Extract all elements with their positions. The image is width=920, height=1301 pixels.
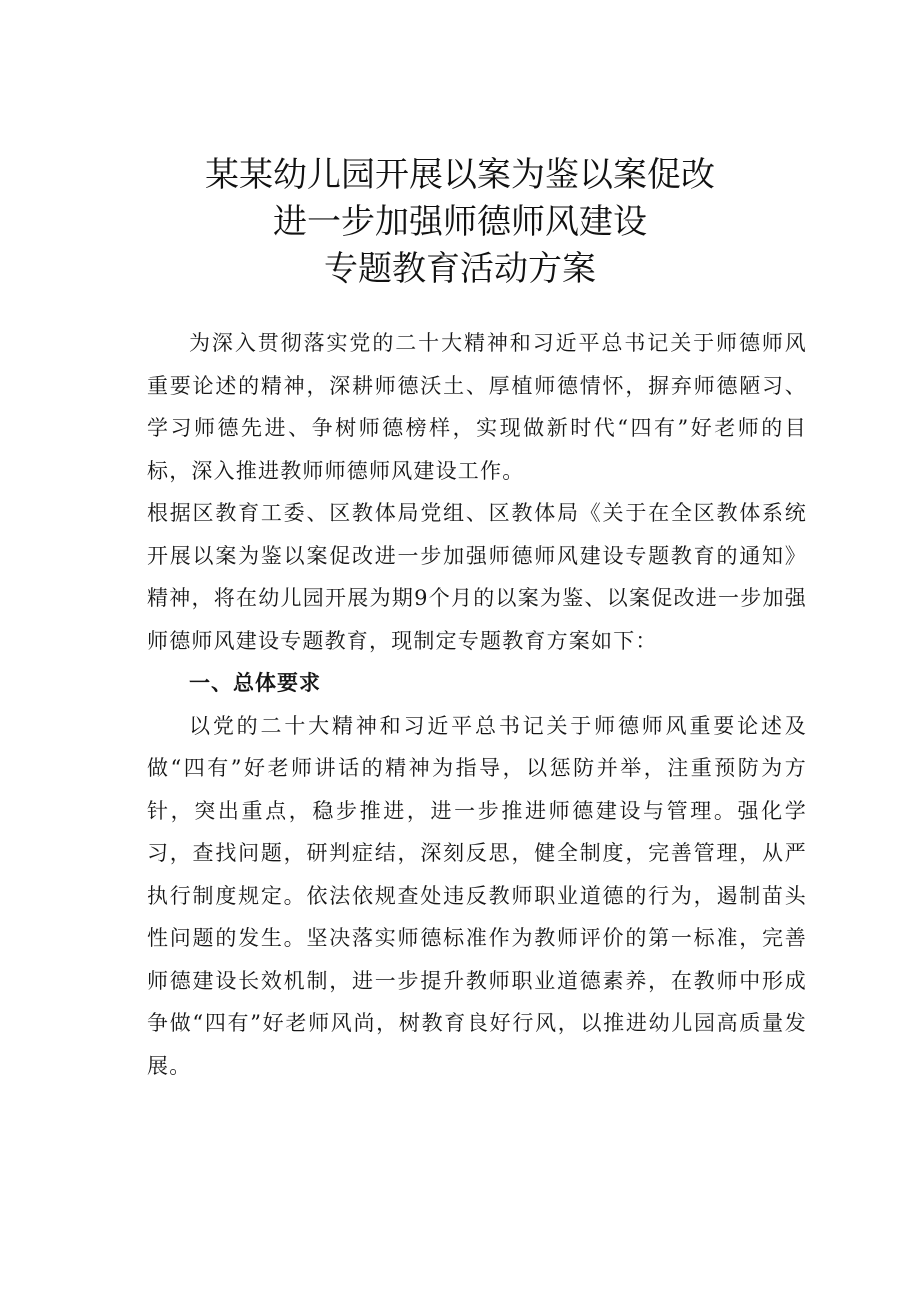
title-line-1: 某某幼儿园开展以案为鉴以案促改 bbox=[205, 155, 715, 195]
document-body bbox=[147, 322, 807, 1087]
basis-paragraph: 根据区教育工委、区教体局党组、区教体局《关于在全区教体系统开展以案为鉴以案促改进一步加强师德师风建设专题教育的通知》精神，将在幼儿园开展为期9个月的以案为鉴、以案促改进一步加强师德师风建设专题教育，现制定专题教育方案如下： bbox=[147, 501, 807, 653]
document-title bbox=[0, 152, 920, 293]
title-line-2: 进一步加强师德师风建设 bbox=[273, 202, 647, 242]
intro-paragraph: 为深入贯彻落实党的二十大精神和习近平总书记关于师德师风重要论述的精神，深耕师德沃土、厚植师德情怀，摒弃师德陋习、学习师德先进、争树师德榜样，实现做新时代“四有”好老师的目标，深入推进教师师德师风建设工作。 bbox=[147, 331, 807, 483]
section-1-paragraph: 以党的二十大精神和习近平总书记关于师德师风重要论述及做“四有”好老师讲话的精神为指导，以惩防并举，注重预防为方针，突出重点，稳步推进，进一步推进师德建设与管理。强化学习，查找问题，研判症结，深刻反思，健全制度，完善管理，从严执行制度规定。依法依规查处违反教师职业道德的行为，遏制苗头性问题的发生。坚决落实师德标准作为教师评价的第一标准，完善师德建设长效机制，进一步提升教师职业道德素养，在教师中形成争做“四有”好老师风尚，树教育良好行风，以推进幼儿园高质量发展。 bbox=[147, 713, 807, 1078]
section-heading-general-requirements: 一、总体要求 bbox=[189, 671, 321, 695]
title-line-3: 专题教育活动方案 bbox=[324, 249, 596, 289]
